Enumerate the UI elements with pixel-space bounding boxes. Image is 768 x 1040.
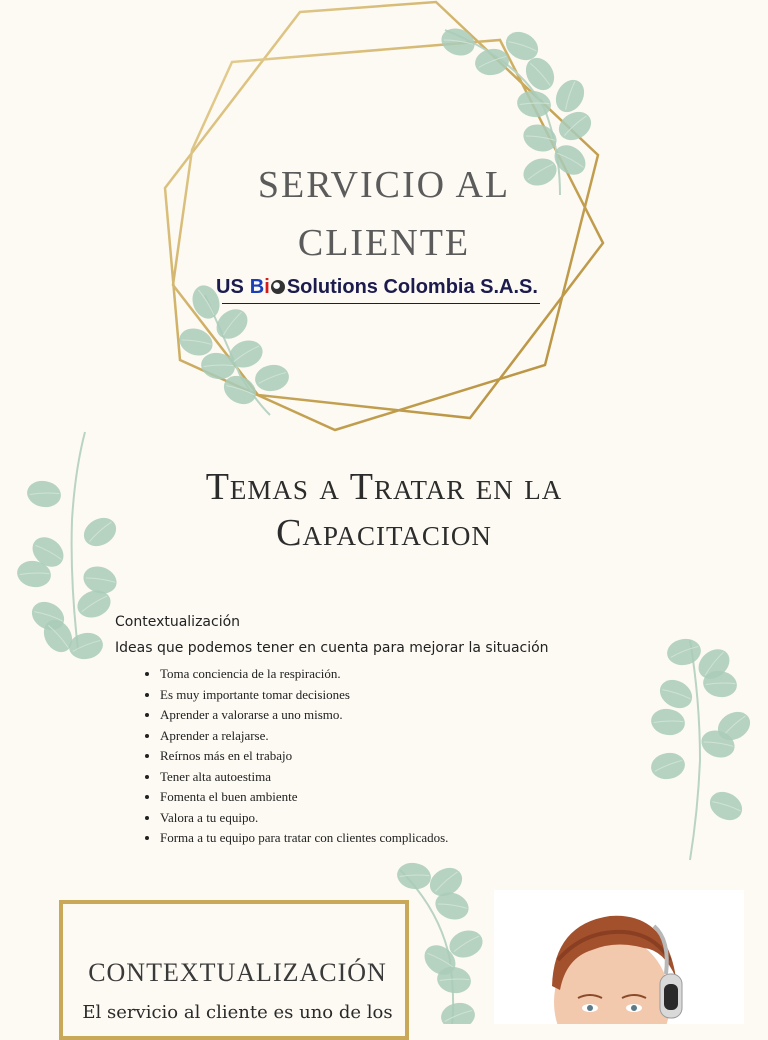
list-item: • Forma a tu equipo para tratar con clientes complicados. xyxy=(160,828,448,849)
company-underline xyxy=(222,303,540,304)
list-item: • Fomenta el buen ambiente xyxy=(160,787,448,808)
topics-intro-2: Ideas que podemos tener en cuenta para mejorar la situación xyxy=(115,640,549,656)
list-item: • Aprender a valorarse a uno mismo. xyxy=(160,705,448,726)
list-item: • Aprender a relajarse. xyxy=(160,726,448,747)
eucalyptus-leaf-icon xyxy=(649,636,755,860)
company-bio-b: B xyxy=(249,276,265,298)
globe-icon xyxy=(271,280,285,294)
topics-intro-1: Contextualización xyxy=(115,614,241,630)
topics-title-line2: Capacitacion xyxy=(276,512,492,554)
list-item: • Valora a tu equipo. xyxy=(160,808,448,829)
list-item: • Toma conciencia de la respiración. xyxy=(160,664,448,685)
eucalyptus-leaf-icon xyxy=(15,432,121,662)
cover-title-line2: CLIENTE xyxy=(297,222,471,264)
cover-title-line1: SERVICIO AL xyxy=(257,164,511,206)
topics-bullet-list xyxy=(146,664,448,849)
support-agent-photo xyxy=(494,890,744,1024)
list-item: • Tener alta autoestima xyxy=(160,767,448,788)
context-box-text: El servicio al cliente es uno de los xyxy=(82,1002,393,1023)
list-item: • Es muy importante tomar decisiones xyxy=(160,685,448,706)
company-name-rest: Solutions Colombia S.A.S. xyxy=(286,276,538,298)
context-box-title: CONTEXTUALIZACIÓN xyxy=(88,958,387,987)
company-bio-i: i xyxy=(264,276,270,298)
company-logo xyxy=(216,276,546,306)
list-item: • Reírnos más en el trabajo xyxy=(160,746,448,767)
topics-title-line1: Temas a Tratar en la xyxy=(205,466,563,508)
support-agent-headset-icon xyxy=(494,890,744,1024)
company-prefix: US xyxy=(216,276,244,298)
